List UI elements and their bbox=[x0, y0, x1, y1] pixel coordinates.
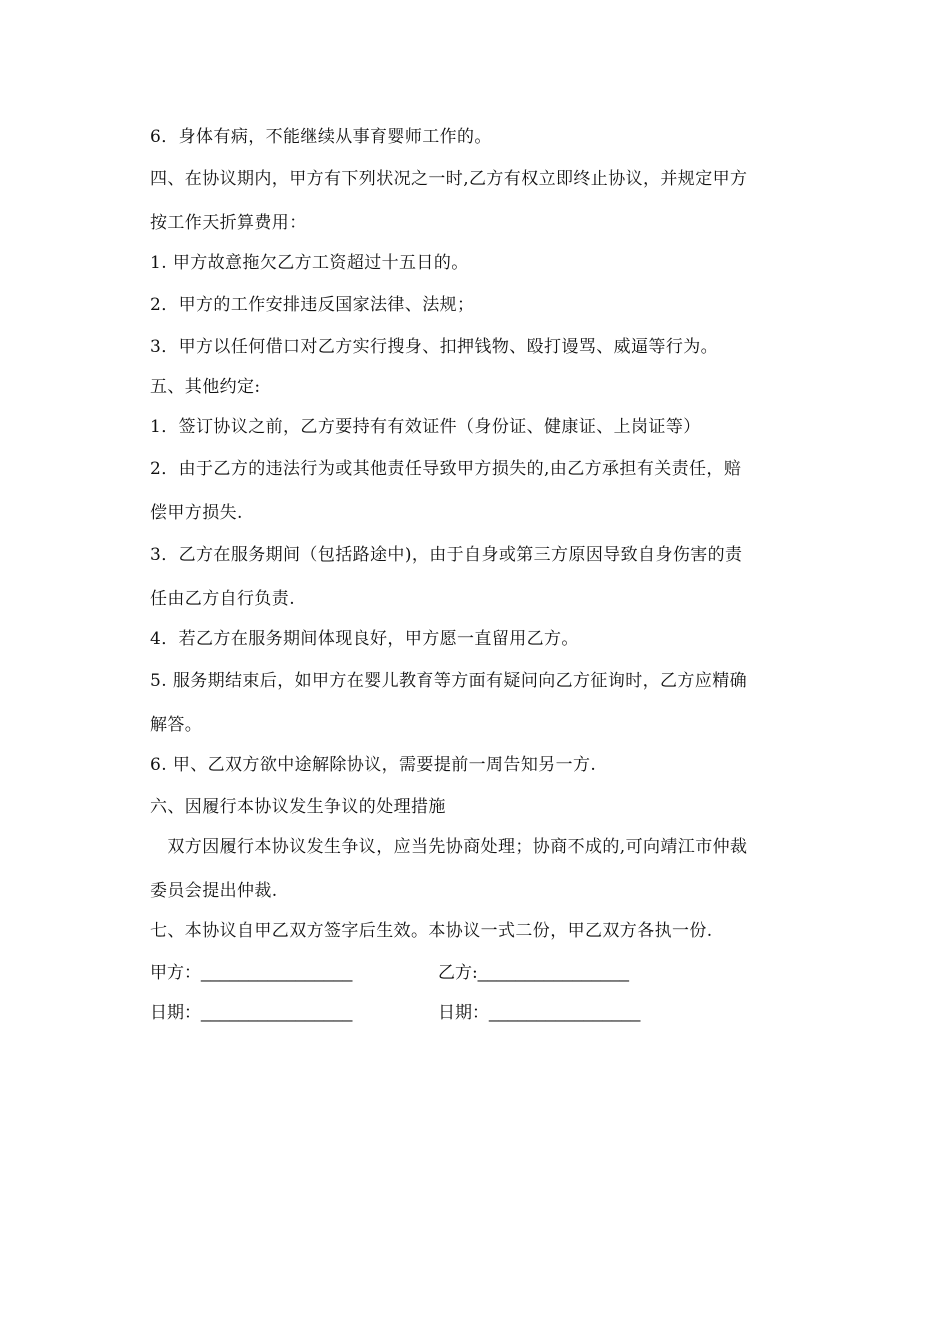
text-line: 偿甲方损失. bbox=[150, 503, 243, 523]
text-line: 双方因履行本协议发生争议，应当先协商处理；协商不成的,可向靖江市仲裁 bbox=[150, 837, 748, 857]
section-heading: 七、本协议自甲乙双方签字后生效。本协议一式二份，甲乙双方各执一份. bbox=[150, 921, 713, 941]
text-line: 解答。 bbox=[150, 715, 203, 735]
text-line: 5. 服务期结束后，如甲方在婴儿教育等方面有疑问向乙方征询时，乙方应精确 bbox=[150, 671, 748, 691]
date-b-blank: ________________ bbox=[489, 1003, 641, 1022]
text-line: 4．若乙方在服务期间体现良好，甲方愿一直留用乙方。 bbox=[150, 629, 579, 649]
section-heading: 四、在协议期内，甲方有下列状况之一时,乙方有权立即终止协议，并规定甲方 bbox=[150, 169, 748, 189]
text-line: 3．甲方以任何借口对乙方实行搜身、扣押钱物、殴打谩骂、威逼等行为。 bbox=[150, 337, 719, 357]
text-line: 6. 甲、乙双方欲中途解除协议，需要提前一周告知另一方. bbox=[150, 755, 597, 775]
party-b-date bbox=[438, 1002, 640, 1024]
section-heading: 六、因履行本协议发生争议的处理措施 bbox=[150, 797, 446, 817]
text-line: 1. 甲方故意拖欠乙方工资超过十五日的。 bbox=[150, 253, 469, 273]
date-b-label: 日期： bbox=[438, 1003, 489, 1023]
text-line: 1．签订协议之前，乙方要持有有效证件（身份证、健康证、上岗证等） bbox=[150, 417, 701, 437]
party-a-signature-blank: ________________ bbox=[201, 963, 353, 982]
date-a-label: 日期： bbox=[150, 1003, 201, 1023]
text-line: 2．甲方的工作安排违反国家法律、法规； bbox=[150, 295, 475, 315]
party-a-signature bbox=[150, 962, 352, 984]
party-b-signature bbox=[438, 962, 629, 984]
party-b-signature-blank: ________________ bbox=[477, 963, 630, 982]
party-a-label: 甲方： bbox=[150, 963, 201, 983]
text-line: 6．身体有病，不能继续从事育婴师工作的。 bbox=[150, 127, 492, 147]
text-line: 2．由于乙方的违法行为或其他责任导致甲方损失的,由乙方承担有关责任，赔 bbox=[150, 459, 742, 479]
party-a-date bbox=[150, 1002, 352, 1024]
text-line: 3．乙方在服务期间（包括路途中)，由于自身或第三方原因导致自身伤害的责 bbox=[150, 545, 743, 565]
date-a-blank: ________________ bbox=[201, 1003, 353, 1022]
text-line: 按工作天折算费用： bbox=[150, 213, 307, 233]
section-heading: 五、其他约定: bbox=[150, 377, 261, 397]
text-line: 委员会提出仲裁. bbox=[150, 881, 278, 901]
text-line: 任由乙方自行负责. bbox=[150, 589, 296, 609]
party-b-label: 乙方: bbox=[438, 963, 478, 983]
